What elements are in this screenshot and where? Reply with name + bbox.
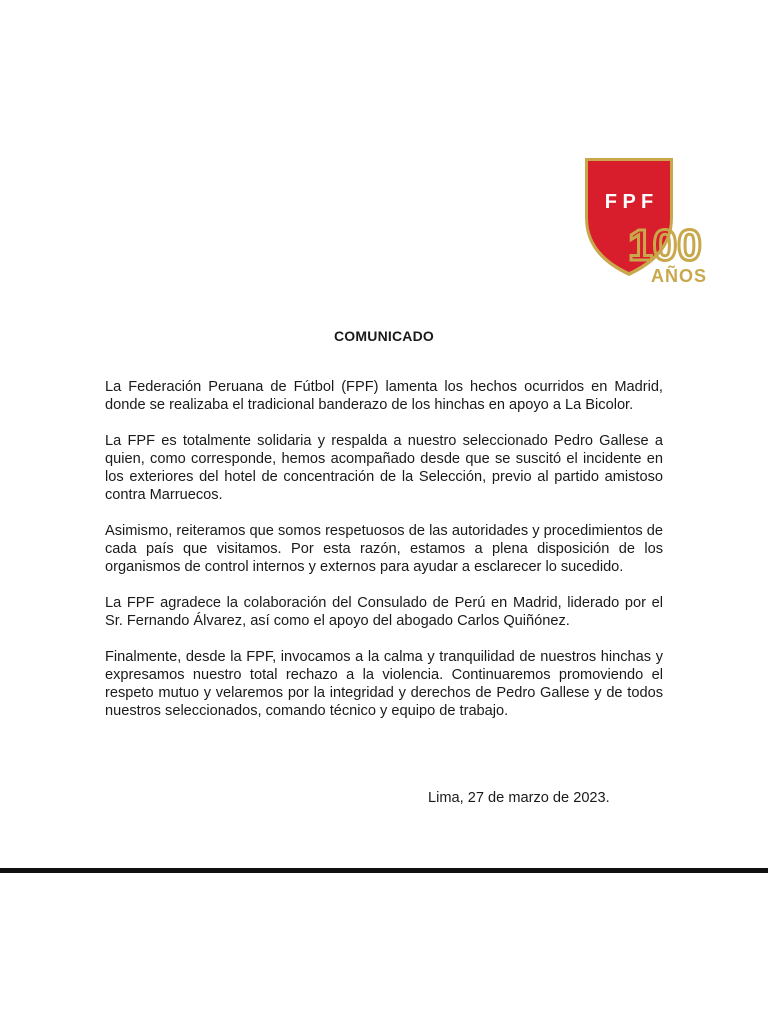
document-title-text: COMUNICADO <box>334 328 434 344</box>
bottom-divider <box>0 868 768 873</box>
paragraph-4: La FPF agradece la colaboración del Consulado de Perú en Madrid, liderado por el Sr. Fernando Álvarez, así como el apoyo del abogado Carlos Quiñónez. <box>105 595 663 629</box>
shield-letters: F P F <box>604 191 654 213</box>
paragraph-5: Finalmente, desde la FPF, invocamos a la calma y tranquilidad de nuestros hinchas y expresamos nuestro total rechazo a la violencia. Continuaremos promoviendo el respeto mutuo y velaremos por la integridad y derechos de Pedro Gallese y de todos nuestros seleccionados, comando técnico y equipo de trabajo. <box>105 649 663 719</box>
document-title <box>0 328 768 344</box>
logo-caption: AÑOS <box>650 266 708 286</box>
fpf-shield-emblem <box>583 156 718 286</box>
paragraph-1: La Federación Peruana de Fútbol (FPF) lamenta los hechos ocurridos en Madrid, donde se realizaba el tradicional banderazo de los hinchas en apoyo a La Bicolor. <box>105 379 663 413</box>
document-body <box>105 378 663 738</box>
paragraph-3: Asimismo, reiteramos que somos respetuosos de las autoridades y procedimientos de cada país que visitamos. Por esta razón, estamos a plena disposición de los organismos de control internos y externos para ayudar a esclarecer lo sucedido. <box>105 523 663 575</box>
paragraph-2: La FPF es totalmente solidaria y respalda a nuestro seleccionado Pedro Gallese a quien, como corresponde, hemos acompañado desde que se suscitó el incidente en los exteriores del hotel de concentración de la Selección, previo al partido amistoso contra Marruecos. <box>105 433 663 503</box>
fpf-100-anos-logo <box>583 156 718 286</box>
logo-number: 100 <box>628 221 702 270</box>
date-line: Lima, 27 de marzo de 2023. <box>428 790 610 806</box>
